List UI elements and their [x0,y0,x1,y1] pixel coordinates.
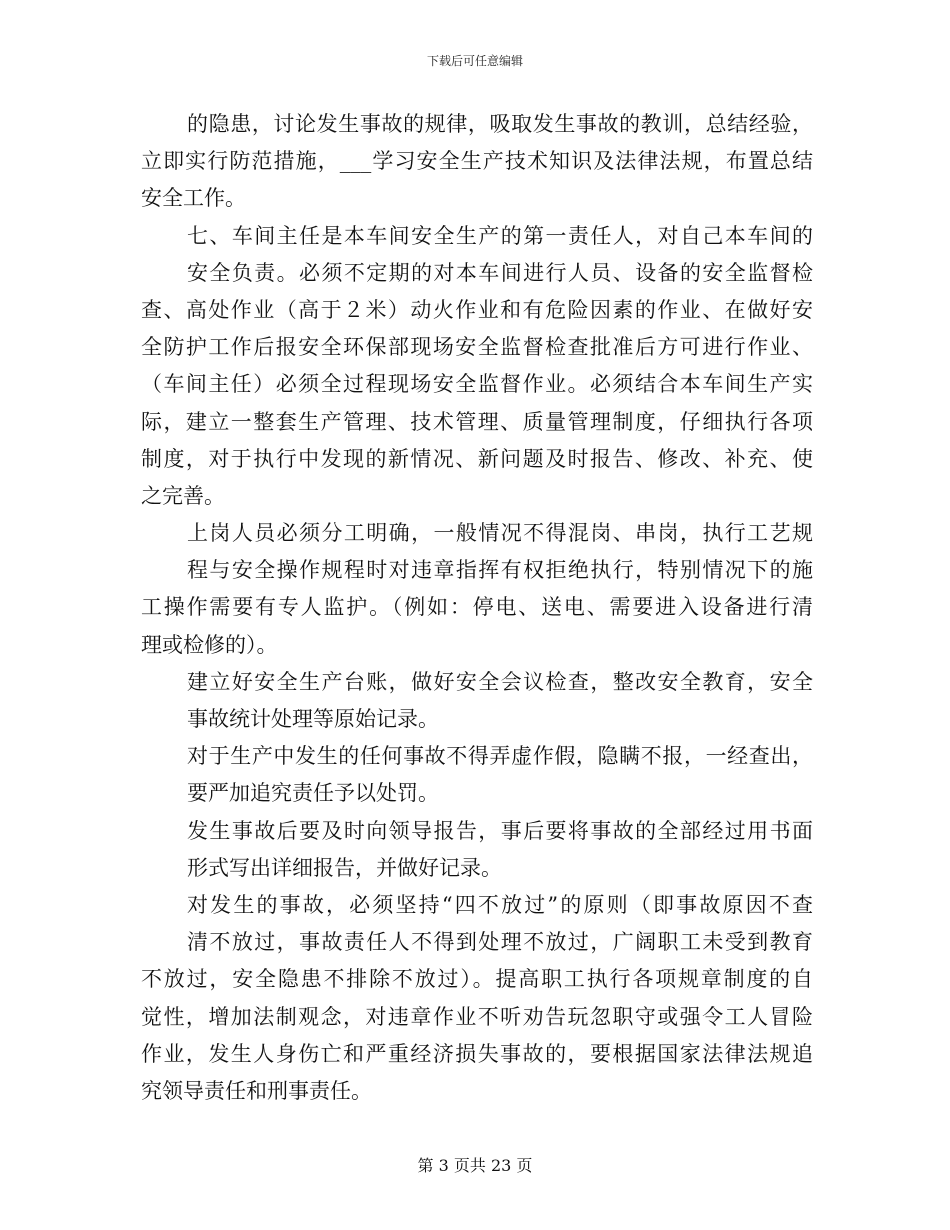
page-header: 下载后可任意编辑 [426,54,523,68]
text-line: 作业，发生人身伤亡和严重经济损失事故的，要根据国家法律法规追 [141,1041,813,1066]
text-line: 七、车间主任是本车间安全生产的第一责任人，对自己本车间的 [187,223,813,248]
text-line: 形式写出详细报告，并做好记录。 [187,855,502,880]
text-line: 全防护工作后报安全环保部现场安全监督检查批准后方可进行作业、 [141,335,813,360]
text-line: 不放过，安全隐患不排除不放过）。提高职工执行各项规章制度的自 [141,967,813,992]
text-line: 安全工作。 [141,186,246,211]
text-line: 际，建立一整套生产管理、技术管理、质量管理制度，仔细执行各项 [141,409,813,434]
text-line: 程与安全操作规程时对违章指挥有权拒绝执行，特别情况下的施 [187,558,813,583]
text-line: 工操作需要有专人监护。（例如：停电、送电、需要进入设备进行清 [141,595,813,620]
document-body [141,106,813,1110]
text-line: 事故统计处理等原始记录。 [187,707,439,731]
text-line: 查、高处作业（高于２米）动火作业和有危险因素的作业、在做好安 [141,297,813,322]
text-line: 清不放过，事故责任人不得到处理不放过，广阔职工未受到教育 [187,930,813,955]
text-line: 上岗人员必须分工明确，一般情况不得混岗、串岗，执行工艺规 [187,521,813,546]
text-line: 发生事故后要及时向领导报告，事后要将事故的全部经过用书面 [187,818,813,843]
text-line: 立即实行防范措施，___学习安全生产技术知识及法律法规，布置总结 [141,149,813,174]
text-line: 建立好安全生产台账，做好安全会议检查，整改安全教育，安全 [187,669,813,694]
text-line: 的隐患，讨论发生事故的规律，吸取发生事故的教训，总结经验， [187,112,813,136]
page-number: 第 3 页共 23 页 [417,1156,533,1175]
text-line: 觉性，增加法制观念，对违章作业不听劝告玩忽职守或强令工人冒险 [141,1004,813,1029]
text-line: 之完善。 [141,483,225,508]
text-line: 对于生产中发生的任何事故不得弄虚作假，隐瞒不报，一经查出， [187,744,813,769]
text-line: 制度，对于执行中发现的新情况、新问题及时报告、修改、补充、使 [141,446,813,471]
text-line: 理或检修的）。 [141,632,278,657]
text-line: 要严加追究责任予以处罚。 [187,781,439,806]
text-line: 安全负责。必须不定期的对本车间进行人员、设备的安全监督检 [187,260,813,285]
text-line: 对发生的事故，必须坚持“四不放过”的原则（即事故原因不查 [187,892,813,917]
text-line: （车间主任）必须全过程现场安全监督作业。必须结合本车间生产实 [141,372,813,397]
text-line: 究领导责任和刑事责任。 [141,1078,372,1103]
